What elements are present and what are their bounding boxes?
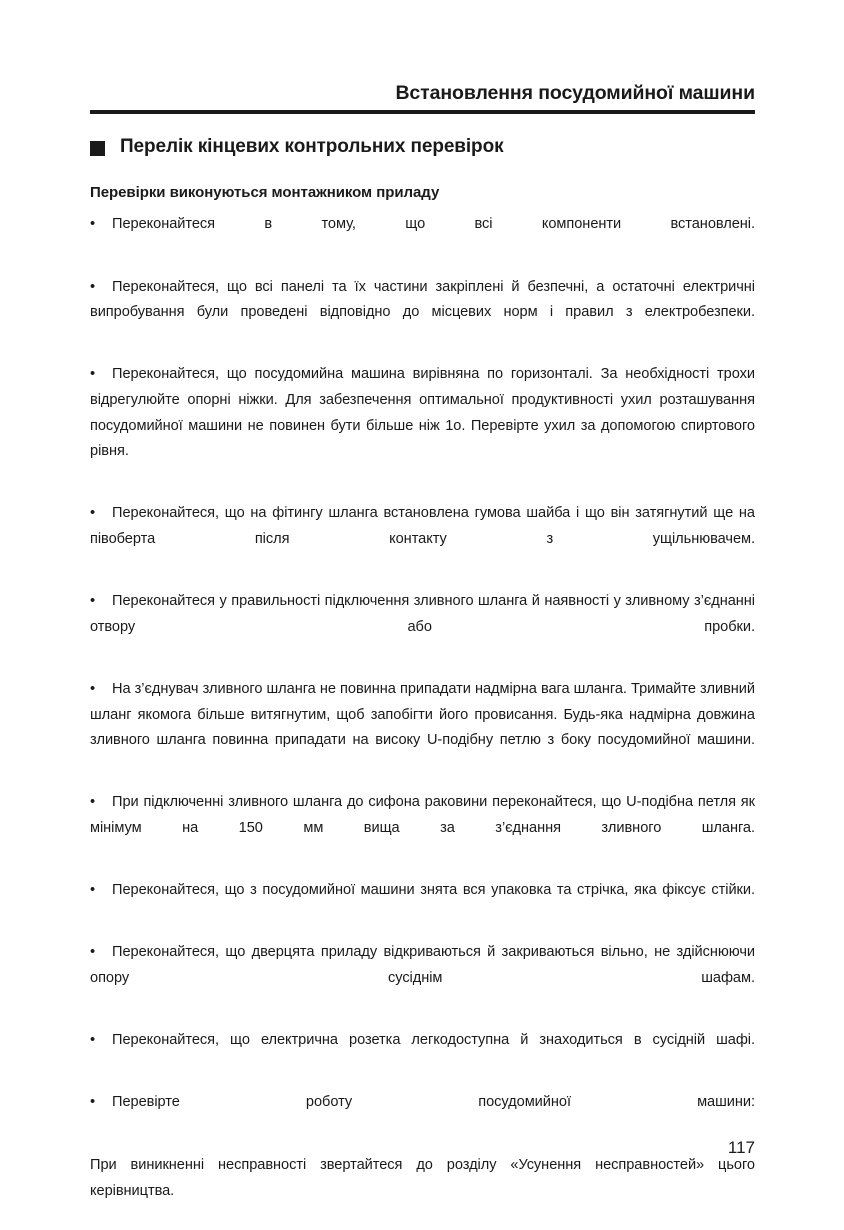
paragraph-text: При підключенні зливного шланга до сифона раковини переконайтеся, що U-подібна петля як мінімум на 150 мм вища за з’єднання зливного шланга. bbox=[90, 794, 755, 836]
bullet-paragraph bbox=[90, 212, 755, 263]
section-heading bbox=[90, 136, 755, 158]
paragraph-text: При виникненні несправності звертайтеся до розділу «Усунення несправностей» цього керівництва. bbox=[90, 1157, 755, 1200]
bullet-paragraph bbox=[90, 790, 755, 867]
bullet-dot-icon: • bbox=[90, 593, 96, 610]
page-content bbox=[90, 0, 755, 1230]
section-heading-label: Перелік кінцевих контрольних перевірок bbox=[120, 136, 504, 158]
paragraph-text: Переконайтеся, що всі панелі та їх частини закріплені й безпечні, а остаточні електричні випробування були проведені відповідно до місцевих норм і правил з електробезпеки. bbox=[90, 278, 755, 321]
paragraph-text: Переконайтеся у правильності підключення зливного шланга й наявності у зливному з’єднанні отвору або пробки. bbox=[90, 593, 755, 635]
bullet-paragraph bbox=[90, 589, 755, 666]
bullet-paragraph bbox=[90, 362, 755, 490]
bullet-dot-icon: • bbox=[90, 680, 96, 697]
bullet-dot-icon: • bbox=[90, 1094, 96, 1111]
bullet-dot-icon: • bbox=[90, 794, 96, 811]
bullet-paragraph bbox=[90, 1090, 755, 1141]
bullet-dot-icon: • bbox=[90, 944, 96, 961]
header-rule bbox=[90, 110, 755, 114]
paragraph-text: Перевірте роботу посудомийної машини: bbox=[112, 1094, 755, 1111]
bullet-paragraph bbox=[90, 501, 755, 578]
paragraph-text: Переконайтеся, що дверцята приладу відкриваються й закриваються вільно, не здійснюючи опору сусіднім шафам. bbox=[90, 944, 755, 986]
bullet-dot-icon: • bbox=[90, 278, 96, 295]
bullet-paragraph bbox=[90, 275, 755, 352]
paragraph-text: На з’єднувач зливного шланга не повинна припадати надмірна вага шланга. Тримайте зливний шланг якомога більше витягнутим, щоб запобігти його провисання. Будь-яка надмірна довжина зливного шланга повинна припадати на високу U-подібну петлю з боку посудомийної машини. bbox=[90, 680, 755, 749]
body-paragraph bbox=[90, 1153, 755, 1230]
paragraph-text: Переконайтеся в тому, що всі компоненти встановлені. bbox=[112, 216, 755, 233]
paragraph-text: Переконайтеся, що з посудомийної машини знята вся упаковка та стрічка, яка фіксує стійки. bbox=[112, 882, 755, 899]
running-header: Встановлення посудомийної машини bbox=[395, 82, 755, 104]
square-bullet-icon bbox=[90, 141, 105, 156]
bullet-dot-icon: • bbox=[90, 882, 96, 899]
sub-heading: Перевірки виконуються монтажником приладу bbox=[90, 184, 440, 202]
paragraph-list bbox=[90, 212, 755, 1230]
bullet-dot-icon: • bbox=[90, 366, 96, 383]
bullet-paragraph bbox=[90, 1028, 755, 1079]
bullet-paragraph bbox=[90, 940, 755, 1017]
bullet-paragraph bbox=[90, 878, 755, 929]
paragraph-text: Переконайтеся, що посудомийна машина вирівняна по горизонталі. За необхідності трохи відрегулюйте опорні ніжки. Для забезпечення оптимальної продуктивності ухил розташування посудомийної машини не повинен бути більше ніж 1о. Перевірте ухил за допомогою спиртового рівня. bbox=[90, 366, 755, 460]
bullet-dot-icon: • bbox=[90, 1032, 96, 1049]
bullet-paragraph bbox=[90, 677, 755, 779]
bullet-dot-icon: • bbox=[90, 216, 96, 233]
paragraph-text: Переконайтеся, що електрична розетка легкодоступна й знаходиться в сусідній шафі. bbox=[112, 1032, 755, 1049]
page-number: 117 bbox=[727, 1138, 755, 1157]
bullet-dot-icon: • bbox=[90, 505, 96, 522]
paragraph-text: Переконайтеся, що на фітингу шланга встановлена гумова шайба і що він затягнутий ще на півоберта після контакту з ущільнювачем. bbox=[90, 505, 755, 547]
